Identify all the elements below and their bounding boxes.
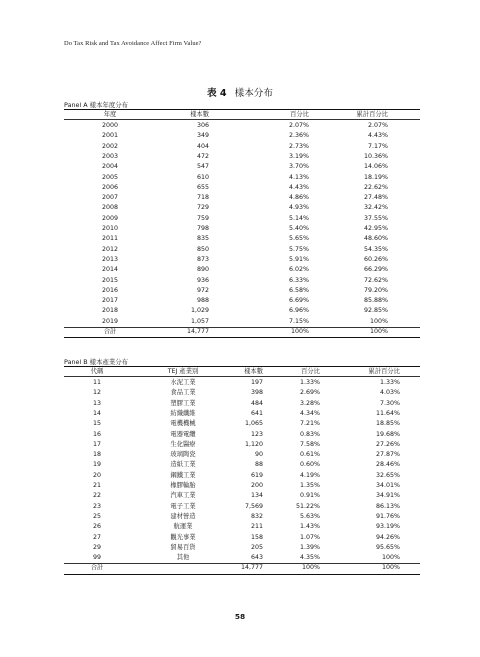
table-row <box>64 183 420 193</box>
table-cell: 玻璃陶瓷 <box>170 451 196 459</box>
table-cell: 0.61% <box>299 451 320 459</box>
header-row <box>64 367 420 377</box>
table-row <box>64 440 420 450</box>
table-cell: 60.26% <box>363 255 388 263</box>
table-row <box>64 450 420 460</box>
table-cell: 54.35% <box>363 245 388 253</box>
table-cell: 1,120 <box>244 440 263 448</box>
table-cell: 17 <box>92 440 102 448</box>
table-cell: 27.26% <box>375 440 400 448</box>
table-cell: 建材營造 <box>170 512 196 520</box>
table-cell: 832 <box>250 512 263 520</box>
column-header: 樣本數 <box>190 111 209 118</box>
table-cell: 水泥工業 <box>170 379 196 386</box>
table-cell: 7.17% <box>367 142 388 150</box>
table-row <box>64 173 420 183</box>
table-caption: 樣本分布 <box>234 88 273 99</box>
table-cell: 1.43% <box>299 523 320 531</box>
table-cell: 100% <box>369 317 388 325</box>
table-cell: 32.65% <box>375 471 400 479</box>
table-row <box>64 234 420 244</box>
table-cell: 13 <box>92 399 102 407</box>
table-cell: 4.43% <box>288 183 309 191</box>
table-row <box>64 203 420 213</box>
table-rule-bottom <box>64 574 420 575</box>
table-cell: 988 <box>196 297 209 305</box>
panel-label: Panel B 樣本產業分布 <box>64 358 129 366</box>
table-cell: 850 <box>196 245 209 253</box>
table-cell: 19 <box>92 461 102 469</box>
table-cell: 14 <box>92 409 102 417</box>
table-cell: 349 <box>196 132 209 140</box>
table-cell: 79.20% <box>363 286 388 294</box>
table-cell: 3.19% <box>288 152 309 160</box>
table-cell: 貿易百貨 <box>170 543 196 551</box>
table-cell: 4.86% <box>288 194 309 202</box>
total-cell: 14,777 <box>186 328 209 335</box>
total-cell: 100% <box>301 564 320 572</box>
table-cell: 890 <box>196 266 209 274</box>
table-title <box>0 85 480 99</box>
table-row <box>64 543 420 553</box>
table-cell: 食品工業 <box>170 389 196 397</box>
table-row <box>64 265 420 275</box>
table-cell: 2.07% <box>288 122 309 129</box>
table-cell: 29 <box>92 543 102 551</box>
table-cell: 2019 <box>101 317 119 325</box>
table-cell: 6.02% <box>288 266 309 274</box>
table-cell: 798 <box>196 225 209 232</box>
table-cell: 2013 <box>101 255 119 263</box>
table-row <box>64 214 420 224</box>
table-cell: 1,029 <box>190 307 209 315</box>
table-cell: 7.58% <box>299 440 320 448</box>
table-row <box>64 131 420 141</box>
table-cell: 306 <box>196 122 209 129</box>
table-cell: 1.35% <box>299 482 320 489</box>
table-cell: 643 <box>250 554 263 562</box>
table-cell: 2006 <box>101 183 119 191</box>
column-header: 代碼 <box>90 368 104 375</box>
table-cell: 32.42% <box>363 204 388 212</box>
table-cell: 2010 <box>101 225 119 232</box>
table-row <box>64 491 420 501</box>
table-cell: 123 <box>250 430 263 438</box>
total-cell: 合計 <box>103 328 117 335</box>
table-cell: 15 <box>92 420 102 428</box>
table-cell: 7.21% <box>299 420 320 428</box>
table-cell: 6.96% <box>288 307 309 315</box>
running-head: Do Tax Risk and Tax Avoidance Affect Firm Value? <box>64 40 202 47</box>
table-cell: 造紙工業 <box>170 461 196 469</box>
table-cell: 6.33% <box>288 276 309 284</box>
table-cell: 2018 <box>101 307 119 315</box>
table-cell: 42.95% <box>363 225 388 232</box>
table-cell: 37.55% <box>363 214 388 222</box>
table-cell: 航運業 <box>173 523 193 531</box>
table-cell: 1,065 <box>244 420 263 428</box>
table-row <box>64 121 420 131</box>
table-row <box>64 481 420 491</box>
table-cell: 2.07% <box>367 122 388 129</box>
table-cell: 729 <box>196 204 209 212</box>
table-row <box>64 522 420 532</box>
table-cell: 2000 <box>101 122 119 129</box>
table-cell: 12 <box>92 389 102 397</box>
table-cell: 鋼鐵工業 <box>170 471 196 479</box>
panel-b-table <box>64 357 420 619</box>
column-header: 累計百分比 <box>356 111 388 118</box>
table-cell: 生化醫療 <box>170 440 196 448</box>
table-cell: 19.68% <box>375 430 400 438</box>
header-row <box>64 110 420 120</box>
table-row <box>64 502 420 512</box>
table-cell: 塑膠工業 <box>170 399 196 407</box>
table-row <box>64 533 420 543</box>
table-row <box>64 409 420 419</box>
table-cell: 26 <box>92 523 102 531</box>
table-cell: 0.91% <box>299 492 320 500</box>
table-cell: 16 <box>92 430 102 438</box>
table-cell: 92.85% <box>363 307 388 315</box>
table-row <box>64 471 420 481</box>
table-cell: 51.22% <box>295 502 320 510</box>
table-cell: 18.85% <box>375 420 400 428</box>
table-cell: 85.88% <box>363 297 388 305</box>
table-number: 表 4 <box>207 88 227 99</box>
table-cell: 72.62% <box>363 276 388 284</box>
table-cell: 4.13% <box>288 173 309 181</box>
table-cell: 其他 <box>176 554 190 562</box>
table-cell: 觀光事業 <box>170 533 196 541</box>
table-cell: 27.48% <box>363 194 388 202</box>
table-row <box>64 419 420 429</box>
total-cell: 合計 <box>90 564 104 572</box>
table-cell: 95.65% <box>375 543 400 551</box>
column-header: TEJ 產業別 <box>167 368 199 375</box>
table-cell: 電器電纜 <box>170 430 196 438</box>
table-cell: 547 <box>196 163 209 171</box>
table-row <box>64 553 420 563</box>
table-cell: 7.30% <box>379 399 400 407</box>
table-row <box>64 378 420 388</box>
table-cell: 936 <box>196 276 209 284</box>
column-header: 年度 <box>103 111 117 118</box>
table-cell: 48.60% <box>363 235 388 243</box>
table-cell: 27 <box>92 533 102 541</box>
table-cell: 11 <box>92 379 102 386</box>
table-cell: 5.14% <box>288 214 309 222</box>
table-cell: 22.62% <box>363 183 388 191</box>
table-cell: 873 <box>196 255 209 263</box>
total-cell: 100% <box>290 328 309 335</box>
table-cell: 2017 <box>101 297 119 305</box>
table-cell: 99 <box>92 554 102 562</box>
table-cell: 6.69% <box>288 297 309 305</box>
total-cell: 14,777 <box>240 564 263 572</box>
table-cell: 4.35% <box>299 554 320 562</box>
table-cell: 23 <box>92 502 102 510</box>
table-cell: 11.64% <box>375 409 400 417</box>
table-cell: 4.03% <box>379 389 400 397</box>
table-row <box>64 460 420 470</box>
table-cell: 90 <box>254 451 263 459</box>
table-row <box>64 388 420 398</box>
table-cell: 66.29% <box>363 266 388 274</box>
table-cell: 34.91% <box>375 492 400 500</box>
table-row <box>64 399 420 409</box>
table-cell: 1.07% <box>299 533 320 541</box>
table-row <box>64 306 420 316</box>
table-row <box>64 296 420 306</box>
table-row <box>64 245 420 255</box>
table-cell: 電機機械 <box>170 420 196 428</box>
table-cell: 橡膠輪胎 <box>170 482 196 489</box>
table-cell: 2.36% <box>288 132 309 140</box>
table-cell: 398 <box>250 389 263 397</box>
table-cell: 27.87% <box>375 451 400 459</box>
table-cell: 835 <box>196 235 209 243</box>
table-cell: 電子工業 <box>170 502 196 510</box>
table-cell: 20 <box>92 471 102 479</box>
total-row <box>64 563 420 573</box>
table-cell: 18.19% <box>363 173 388 181</box>
table-cell: 93.19% <box>375 523 400 531</box>
table-cell: 1.33% <box>379 379 400 386</box>
table-cell: 25 <box>92 512 102 520</box>
table-cell: 619 <box>250 471 263 479</box>
table-cell: 21 <box>92 482 102 489</box>
table-cell: 88 <box>254 461 263 469</box>
table-cell: 404 <box>196 142 209 150</box>
table-row <box>64 512 420 522</box>
table-cell: 5.65% <box>288 235 309 243</box>
table-cell: 2.73% <box>288 142 309 150</box>
table-rule-bottom <box>64 337 420 338</box>
table-row <box>64 286 420 296</box>
total-row <box>64 327 420 337</box>
table-cell: 5.40% <box>288 225 309 232</box>
table-cell: 汽車工業 <box>170 492 196 500</box>
table-cell: 2016 <box>101 286 119 294</box>
table-cell: 972 <box>196 286 209 294</box>
table-cell: 91.76% <box>375 512 400 520</box>
table-cell: 2012 <box>101 245 119 253</box>
table-cell: 4.93% <box>288 204 309 212</box>
table-cell: 3.70% <box>288 163 309 171</box>
table-cell: 紡織纖維 <box>170 409 196 417</box>
page-number: 58 <box>234 612 246 621</box>
panel-label: Panel A 樣本年度分布 <box>64 101 129 109</box>
table-cell: 34.01% <box>375 482 400 489</box>
table-row <box>64 152 420 162</box>
table-row <box>64 317 420 327</box>
table-cell: 2008 <box>101 204 119 212</box>
table-cell: 484 <box>250 399 263 407</box>
table-row <box>64 255 420 265</box>
table-cell: 10.36% <box>363 152 388 160</box>
table-cell: 2005 <box>101 173 119 181</box>
table-cell: 7,569 <box>244 502 263 510</box>
table-cell: 0.60% <box>299 461 320 469</box>
table-cell: 100% <box>381 554 400 562</box>
table-cell: 718 <box>196 194 209 202</box>
table-cell: 5.75% <box>288 245 309 253</box>
table-cell: 134 <box>250 492 263 500</box>
table-cell: 205 <box>250 543 263 551</box>
table-cell: 2003 <box>101 152 119 160</box>
table-cell: 0.83% <box>299 430 320 438</box>
table-cell: 610 <box>196 173 209 181</box>
table-cell: 86.13% <box>375 502 400 510</box>
table-cell: 2002 <box>101 142 119 150</box>
table-cell: 641 <box>250 409 263 417</box>
table-cell: 2.69% <box>299 389 320 397</box>
table-cell: 2001 <box>101 132 119 140</box>
table-cell: 5.91% <box>288 255 309 263</box>
table-cell: 211 <box>250 523 263 531</box>
total-cell: 100% <box>369 328 388 335</box>
table-row <box>64 142 420 152</box>
table-row <box>64 276 420 286</box>
column-header: 百分比 <box>290 111 309 118</box>
table-cell: 5.63% <box>299 512 320 520</box>
table-cell: 1,057 <box>190 317 209 325</box>
table-cell: 4.43% <box>367 132 388 140</box>
table-cell: 28.46% <box>375 461 400 469</box>
table-cell: 4.19% <box>299 471 320 479</box>
table-cell: 18 <box>92 451 102 459</box>
panel-a-table <box>64 100 420 358</box>
table-cell: 6.58% <box>288 286 309 294</box>
table-cell: 22 <box>92 492 102 500</box>
table-cell: 1.33% <box>299 379 320 386</box>
table-cell: 472 <box>196 152 209 160</box>
table-cell: 197 <box>250 379 263 386</box>
column-header: 百分比 <box>301 368 320 375</box>
table-cell: 200 <box>250 482 263 489</box>
table-cell: 759 <box>196 214 209 222</box>
table-cell: 3.28% <box>299 399 320 407</box>
table-cell: 158 <box>250 533 263 541</box>
table-row <box>64 430 420 440</box>
column-header: 累計百分比 <box>368 368 400 375</box>
table-cell: 2007 <box>101 194 119 202</box>
table-cell: 2014 <box>101 266 119 274</box>
table-cell: 2004 <box>101 163 119 171</box>
table-cell: 2015 <box>101 276 119 284</box>
table-cell: 4.34% <box>299 409 320 417</box>
column-header: 樣本數 <box>244 368 263 375</box>
table-row <box>64 162 420 172</box>
table-cell: 655 <box>196 183 209 191</box>
total-cell: 100% <box>381 564 400 572</box>
table-cell: 1.39% <box>299 543 320 551</box>
table-row <box>64 193 420 203</box>
table-cell: 94.26% <box>375 533 400 541</box>
table-cell: 2009 <box>101 214 119 222</box>
table-cell: 2011 <box>101 235 119 243</box>
table-cell: 7.15% <box>288 317 309 325</box>
table-cell: 14.06% <box>363 163 388 171</box>
table-row <box>64 224 420 234</box>
